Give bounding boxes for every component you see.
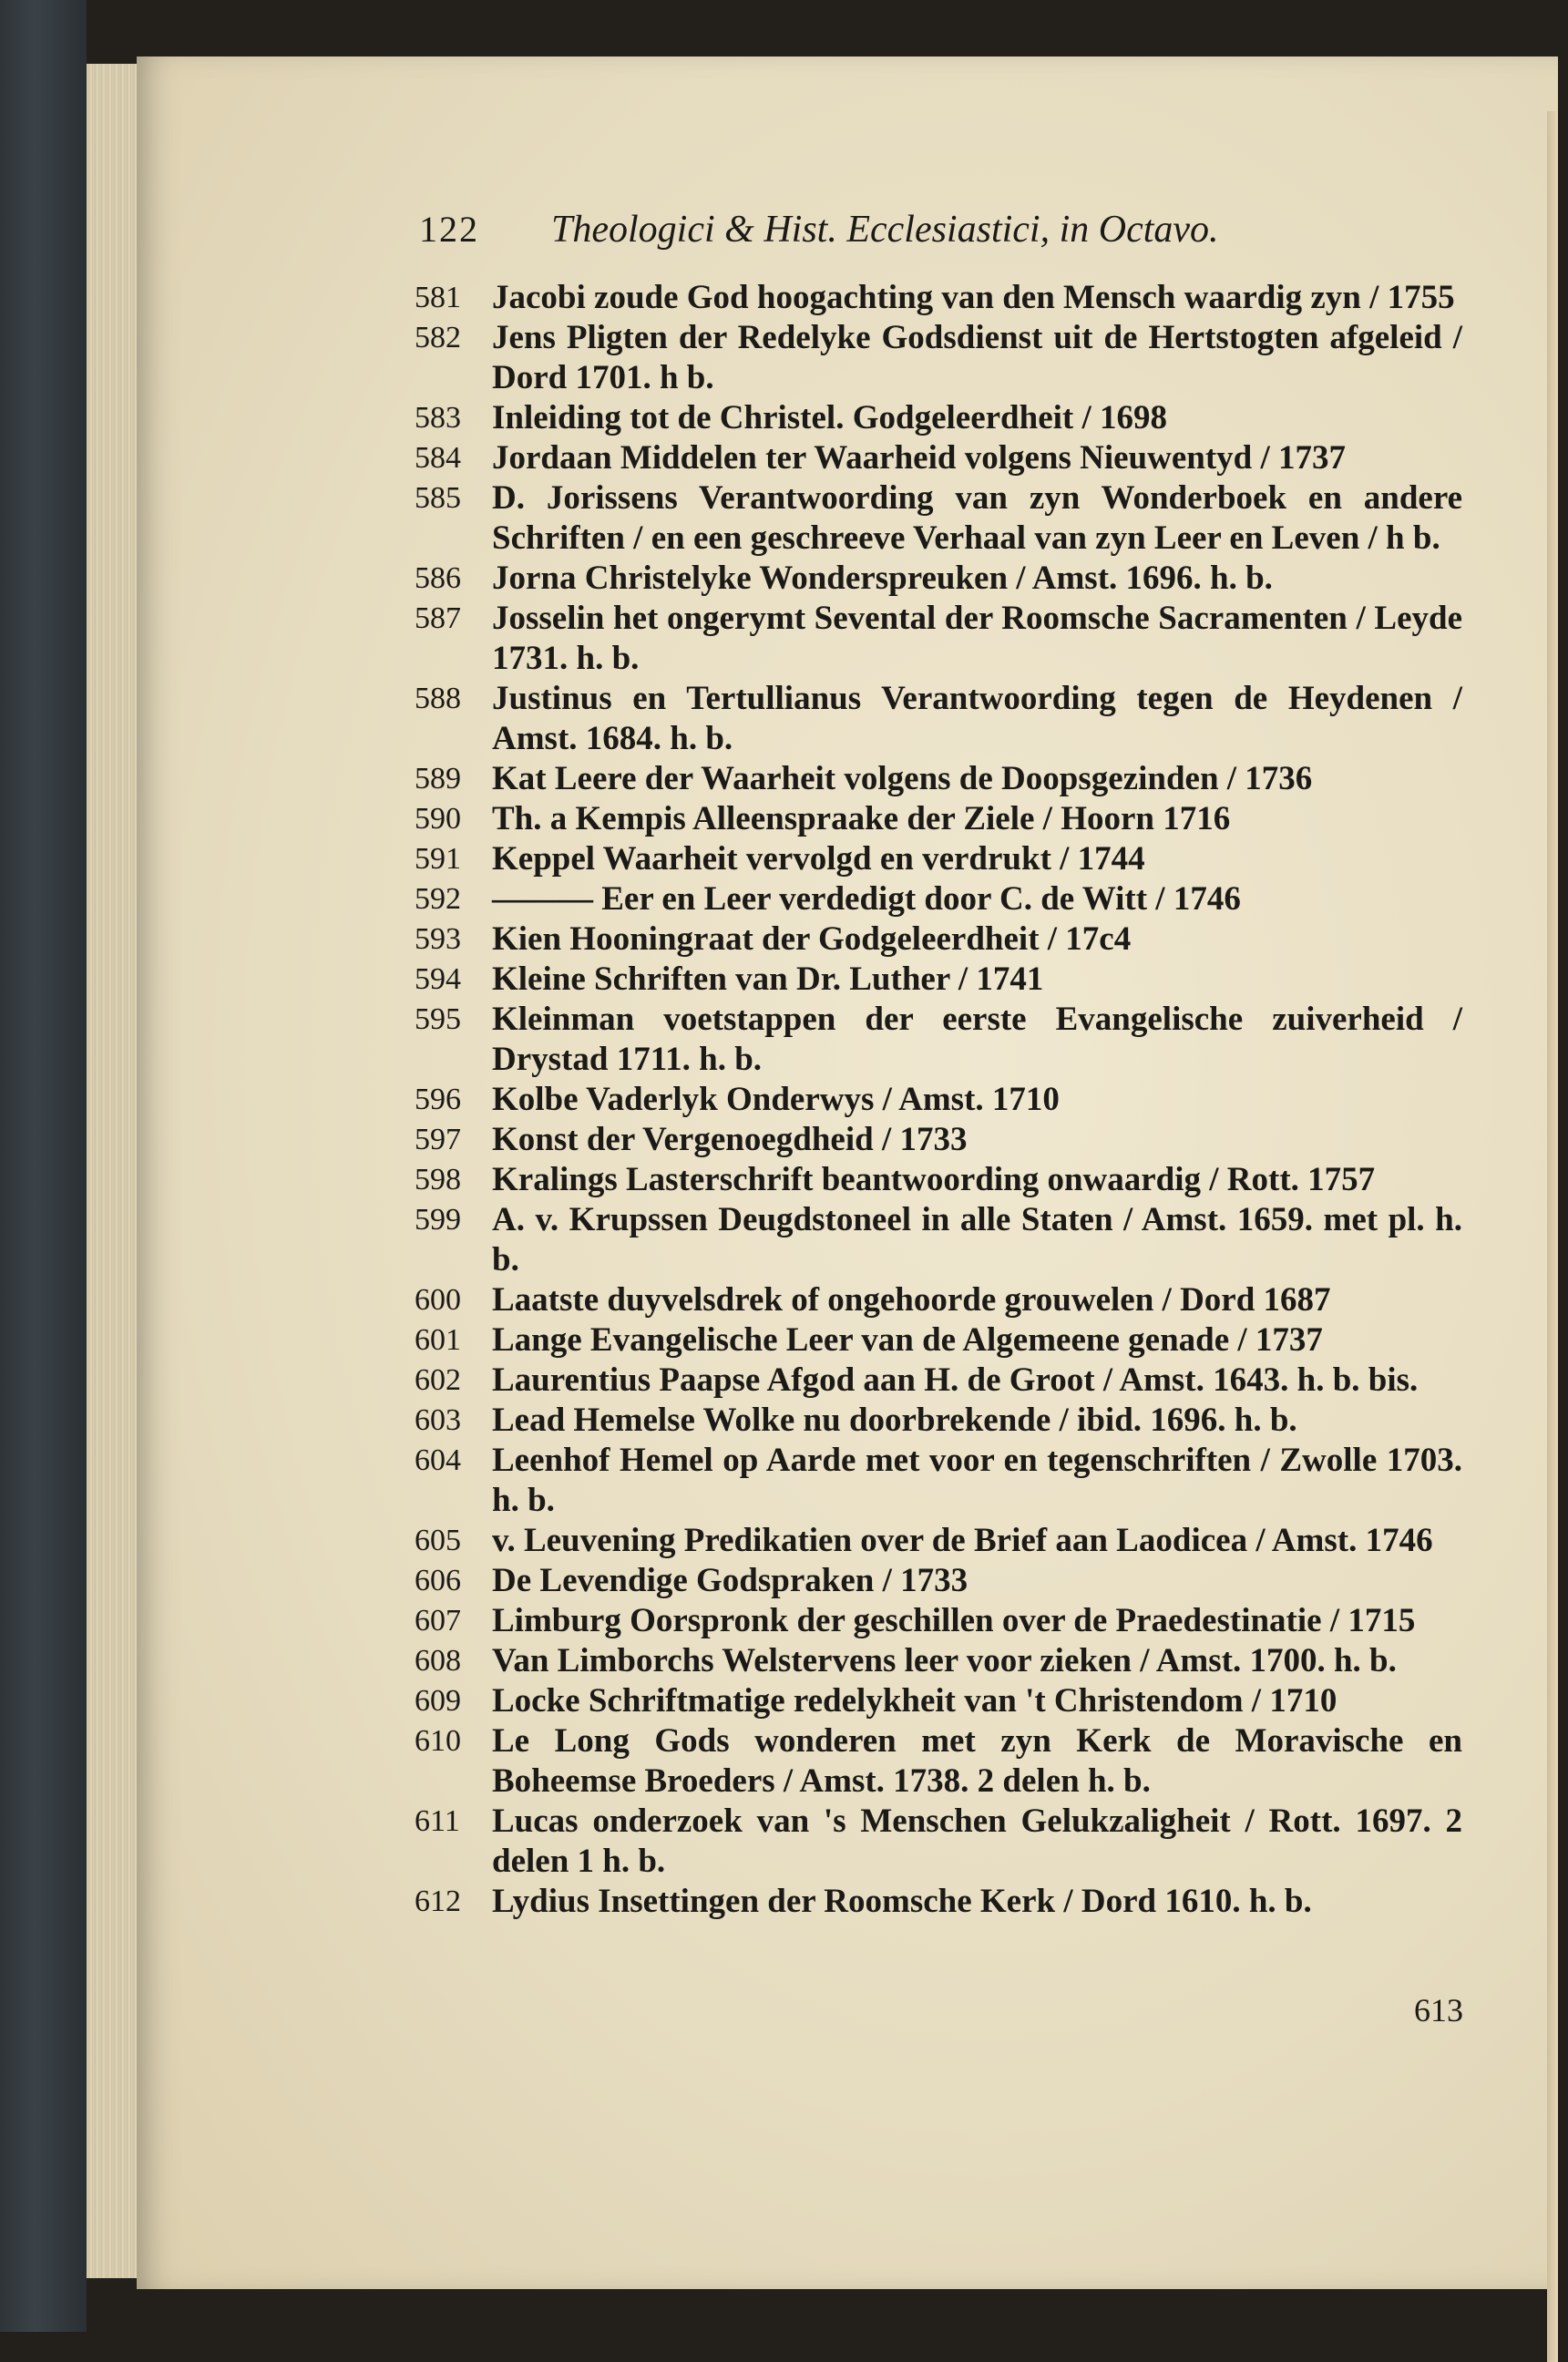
entry-number: 592 xyxy=(415,882,461,916)
entry-text: Limburg Oorspronk der geschillen over de Praedestinatie / 1715 xyxy=(492,1602,1416,1639)
entry-text: Kolbe Vaderlyk Onderwys / Amst. 1710 xyxy=(492,1081,1060,1118)
catalogue-entry xyxy=(415,278,1462,318)
entry-number: 599 xyxy=(415,1203,461,1237)
entry-number: 590 xyxy=(415,802,461,836)
catalogue-entry xyxy=(415,318,1462,398)
catalogue-entry xyxy=(415,919,1462,960)
entry-number: 607 xyxy=(415,1604,461,1638)
entry-number: 587 xyxy=(415,601,461,635)
entry-text: Kat Leere der Waarheit volgens de Doopsgezinden / 1736 xyxy=(492,760,1313,797)
entry-text: Th. a Kempis Alleenspraake der Ziele / Hoorn 1716 xyxy=(492,800,1231,837)
entry-text: Konst der Vergenoegdheid / 1733 xyxy=(492,1121,968,1158)
entry-number: 600 xyxy=(415,1283,461,1317)
catalogue-entry xyxy=(415,1882,1462,1922)
entry-text: ——— Eer en Leer verdedigt door C. de Witt / 1746 xyxy=(492,880,1241,918)
entry-text: Jordaan Middelen ter Waarheid volgens Nieuwentyd / 1737 xyxy=(492,439,1347,477)
entry-number: 610 xyxy=(415,1724,461,1758)
entry-text: Kleine Schriften van Dr. Luther / 1741 xyxy=(492,960,1044,998)
catalogue-entry xyxy=(415,398,1462,438)
catalogue-entry xyxy=(415,839,1462,879)
entry-text: Lucas onderzoek van 's Menschen Gelukzaligheit / Rott. 1697. 2 delen 1 h. b. xyxy=(492,1802,1462,1880)
entry-number: 611 xyxy=(415,1804,460,1838)
catalogue-entry xyxy=(415,679,1462,759)
entry-number: 583 xyxy=(415,401,461,435)
page-edges xyxy=(87,64,141,2278)
catalogue-entry xyxy=(415,1280,1462,1320)
entry-text: v. Leuvening Predikatien over de Brief aan Laodicea / Amst. 1746 xyxy=(492,1522,1433,1559)
entry-text: Inleiding tot de Christel. Godgeleerdheit / 1698 xyxy=(492,399,1167,436)
entry-number: 595 xyxy=(415,1002,461,1036)
catalogue-entry xyxy=(415,1441,1462,1521)
catchword: 613 xyxy=(1414,1992,1463,2028)
entry-number: 605 xyxy=(415,1524,461,1557)
entry-number: 581 xyxy=(415,281,461,314)
catalogue-entries xyxy=(415,278,1462,1922)
entry-text: A. v. Krupssen Deugdstoneel in alle Staten / Amst. 1659. met pl. h. b. xyxy=(492,1201,1462,1279)
catalogue-entry xyxy=(415,1200,1462,1280)
entry-number: 585 xyxy=(415,481,461,515)
entry-number: 582 xyxy=(415,321,461,354)
entry-number: 609 xyxy=(415,1684,461,1718)
entry-number: 606 xyxy=(415,1564,461,1597)
catalogue-entry xyxy=(415,879,1462,919)
catalogue-entry xyxy=(415,1601,1462,1641)
catalogue-entry xyxy=(415,1802,1462,1882)
entry-number: 604 xyxy=(415,1443,461,1477)
running-title: Theologici & Hist. Ecclesiastici, in Octavo. xyxy=(551,209,1219,251)
catalogue-entry xyxy=(415,599,1462,679)
entry-number: 584 xyxy=(415,441,461,475)
catalogue-entry xyxy=(415,1120,1462,1160)
catalogue-entry xyxy=(415,1160,1462,1200)
entry-text: Kien Hooningraat der Godgeleerdheit / 17c4 xyxy=(492,920,1132,958)
entry-text: Locke Schriftmatige redelykheit van 't Christendom / 1710 xyxy=(492,1682,1337,1720)
entry-text: Van Limborchs Welstervens leer voor zieken / Amst. 1700. h. b. xyxy=(492,1642,1397,1679)
catalogue-entry xyxy=(415,1000,1462,1080)
entry-number: 603 xyxy=(415,1403,461,1437)
entry-number: 593 xyxy=(415,922,461,956)
entry-text: Kralings Lasterschrift beantwoording onwaardig / Rott. 1757 xyxy=(492,1161,1376,1198)
catalogue-entry xyxy=(415,1080,1462,1120)
entry-text: Kleinman voetstappen der eerste Evangelische zuiverheid / Drystad 1711. h. b. xyxy=(492,1001,1462,1078)
entry-text: Le Long Gods wonderen met zyn Kerk de Moravische en Boheemse Broeders / Amst. 1738. 2 delen h. b. xyxy=(492,1722,1462,1800)
catalogue-entry xyxy=(415,1320,1462,1361)
catalogue-entry xyxy=(415,1681,1462,1721)
page-header xyxy=(419,208,1467,262)
entry-number: 601 xyxy=(415,1323,461,1357)
entry-text: Lead Hemelse Wolke nu doorbrekende / ibid. 1696. h. b. xyxy=(492,1402,1297,1439)
catalogue-entry xyxy=(415,759,1462,799)
entry-number: 588 xyxy=(415,682,461,715)
catalogue-entry xyxy=(415,559,1462,599)
catalogue-entry xyxy=(415,1361,1462,1401)
catalogue-entry xyxy=(415,1721,1462,1802)
catalogue-entry xyxy=(415,960,1462,1000)
entry-text: Lange Evangelische Leer van de Algemeene genade / 1737 xyxy=(492,1321,1323,1359)
entry-text: Laatste duyvelsdrek of ongehoorde grouwelen / Dord 1687 xyxy=(492,1281,1331,1319)
catalogue-entry xyxy=(415,1401,1462,1441)
entry-number: 597 xyxy=(415,1123,461,1156)
catalogue-entry xyxy=(415,1641,1462,1681)
entry-text: Josselin het ongerymt Sevental der Roomsche Sacramenten / Leyde 1731. h. b. xyxy=(492,600,1462,677)
entry-text: Jens Pligten der Redelyke Godsdienst uit de Hertstogten afgeleid / Dord 1701. h b. xyxy=(492,319,1462,396)
entry-number: 589 xyxy=(415,762,461,796)
entry-number: 608 xyxy=(415,1644,461,1678)
catalogue-entry xyxy=(415,478,1462,559)
entry-text: Leenhof Hemel op Aarde met voor en tegenschriften / Zwolle 1703. h. b. xyxy=(492,1442,1462,1519)
entry-number: 598 xyxy=(415,1163,461,1196)
catalogue-entry xyxy=(415,799,1462,839)
catalogue-entry xyxy=(415,1521,1462,1561)
book-spine xyxy=(0,0,87,2332)
page-number: 122 xyxy=(419,209,479,250)
entry-number: 586 xyxy=(415,561,461,595)
catalogue-entry xyxy=(415,438,1462,478)
entry-text: Keppel Waarheit vervolgd en verdrukt / 1744 xyxy=(492,840,1145,878)
entry-text: Jacobi zoude God hoogachting van den Mensch waardig zyn / 1755 xyxy=(492,279,1455,316)
entry-text: Justinus en Tertullianus Verantwoording tegen de Heydenen / Amst. 1684. h. b. xyxy=(492,680,1462,757)
entry-text: De Levendige Godspraken / 1733 xyxy=(492,1562,968,1599)
catalogue-entry xyxy=(415,1561,1462,1601)
entry-text: Lydius Insettingen der Roomsche Kerk / Dord 1610. h. b. xyxy=(492,1883,1312,1920)
entry-text: D. Jorissens Verantwoording van zyn Wonderboek en andere Schriften / en een geschreeve Verhaal van zyn Leer en Leven / h b. xyxy=(492,479,1462,557)
next-page-edge xyxy=(1547,111,1558,2362)
entry-text: Jorna Christelyke Wonderspreuken / Amst. 1696. h. b. xyxy=(492,560,1273,597)
entry-number: 591 xyxy=(415,842,461,876)
entry-number: 596 xyxy=(415,1083,461,1116)
entry-number: 602 xyxy=(415,1363,461,1397)
entry-number: 612 xyxy=(415,1884,461,1918)
entry-text: Laurentius Paapse Afgod aan H. de Groot / Amst. 1643. h. b. bis. xyxy=(492,1361,1419,1399)
entry-number: 594 xyxy=(415,962,461,996)
